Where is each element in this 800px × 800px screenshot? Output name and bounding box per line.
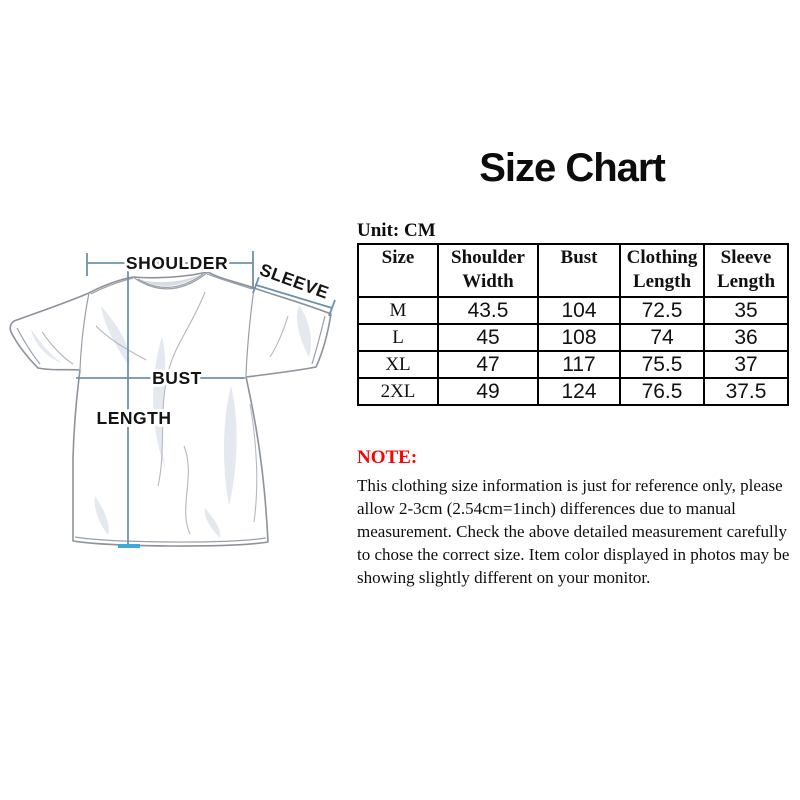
note-body: This clothing size information is just for reference only, please allow 2-3cm (2.54cm=1inch) differences due to manual measurement. Check the above detailed measurement carefully to chose the correct size. Item color displayed in photos may be showing slightly different on your monitor.	[357, 476, 790, 587]
value-cell: 72.5	[620, 297, 704, 324]
note-section	[357, 447, 797, 589]
length-label: LENGTH	[96, 408, 172, 428]
bust-label: BUST	[152, 368, 202, 388]
sleeve-label: SLEEVE	[257, 259, 332, 303]
col-header-shoulder-width: Shoulder Width	[438, 244, 538, 297]
value-cell: 36	[704, 324, 788, 351]
value-cell: 43.5	[438, 297, 538, 324]
col-header-sleeve-length: Sleeve Length	[704, 244, 788, 297]
value-cell: 124	[538, 378, 620, 405]
col-header-clothing-length: Clothing Length	[620, 244, 704, 297]
value-cell: 76.5	[620, 378, 704, 405]
col-header-bust: Bust	[538, 244, 620, 297]
shoulder-label: SHOULDER	[125, 253, 229, 273]
value-cell: 47	[438, 351, 538, 378]
size-cell: 2XL	[358, 378, 438, 405]
value-cell: 35	[704, 297, 788, 324]
value-cell: 45	[438, 324, 538, 351]
page-title: Size Chart	[479, 146, 665, 190]
table-row	[358, 378, 788, 405]
table-row	[358, 351, 788, 378]
note-heading: NOTE:	[357, 447, 418, 468]
table-header-row	[358, 244, 788, 297]
size-cell: M	[358, 297, 438, 324]
value-cell: 108	[538, 324, 620, 351]
value-cell: 37	[704, 351, 788, 378]
value-cell: 74	[620, 324, 704, 351]
table-row	[358, 297, 788, 324]
tshirt-measurement-diagram	[0, 208, 350, 568]
value-cell: 37.5	[704, 378, 788, 405]
unit-label: Unit: CM	[357, 220, 436, 241]
size-cell: XL	[358, 351, 438, 378]
size-cell: L	[358, 324, 438, 351]
value-cell: 117	[538, 351, 620, 378]
value-cell: 104	[538, 297, 620, 324]
size-table	[357, 243, 789, 406]
col-header-size: Size	[358, 244, 438, 297]
value-cell: 49	[438, 378, 538, 405]
table-row	[358, 324, 788, 351]
value-cell: 75.5	[620, 351, 704, 378]
